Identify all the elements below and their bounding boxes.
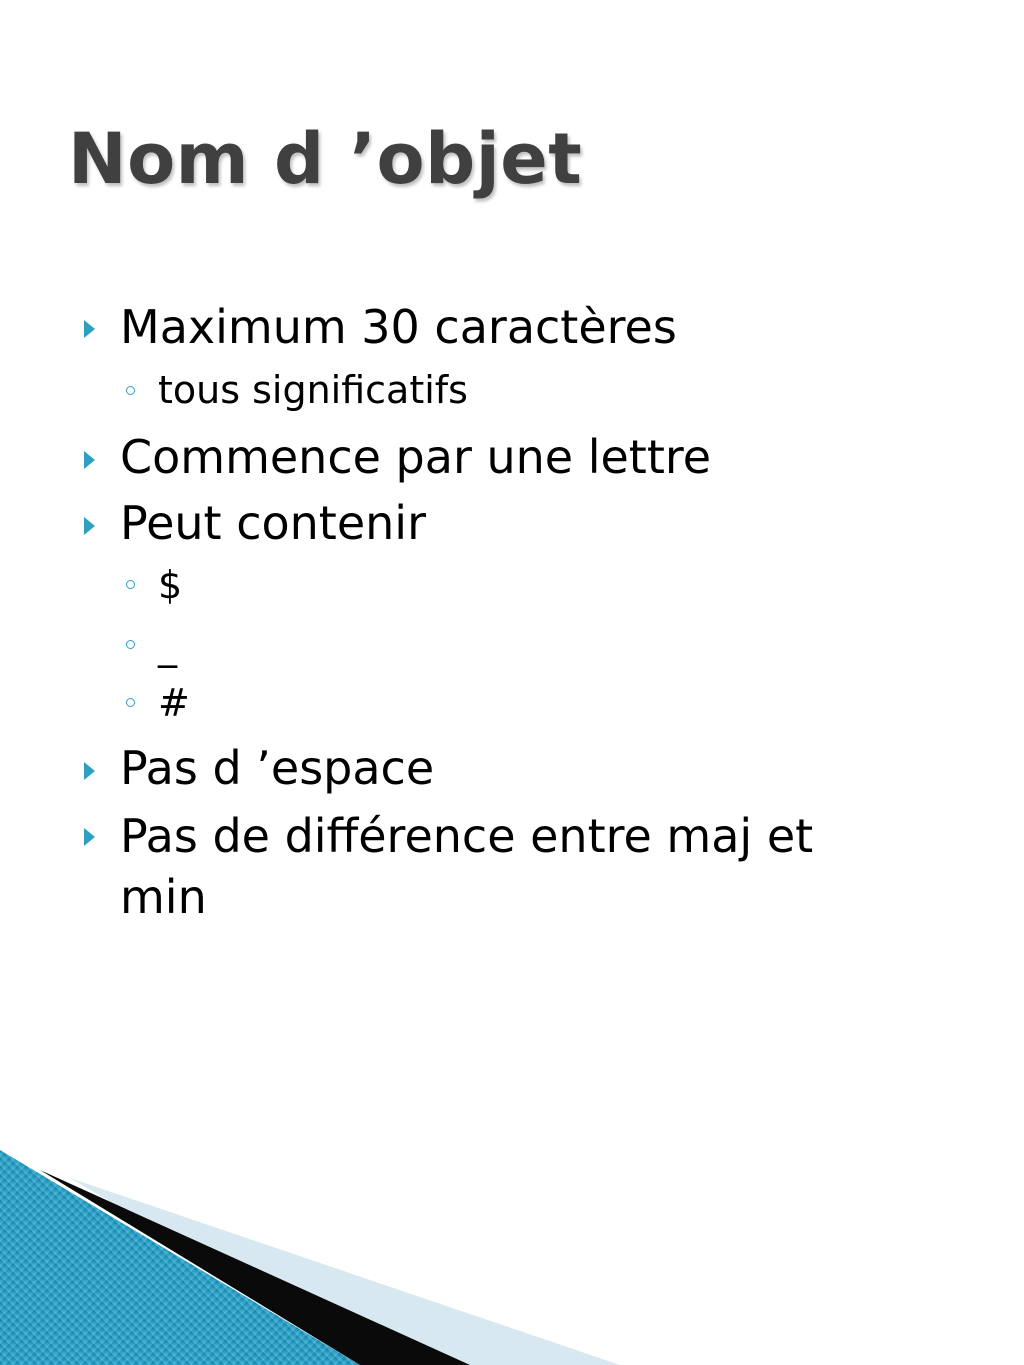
triangle-right-icon: [84, 762, 95, 780]
teal-band: [0, 1150, 360, 1365]
corner-decoration: [0, 1140, 620, 1365]
hollow-circle-icon: [126, 698, 135, 707]
bullet-item: Maximum 30 caractères: [120, 300, 677, 354]
slide-title: Nom d ’objet: [68, 118, 583, 200]
bullet-item: Pas d ’espace: [120, 741, 435, 795]
sub-bullet-item: #: [158, 681, 190, 725]
bullet-item: Commence par une lettre: [120, 430, 712, 484]
bullet-item: Pas de différence entre maj et: [120, 809, 814, 863]
hollow-circle-icon: [126, 640, 135, 649]
triangle-right-icon: [84, 517, 95, 535]
hollow-circle-icon: [126, 386, 135, 395]
bullet-item-continuation: min: [120, 870, 207, 924]
triangle-right-icon: [84, 320, 95, 338]
hollow-circle-icon: [126, 580, 135, 589]
sub-bullet-item: $: [158, 563, 183, 607]
sub-bullet-item: tous significatifs: [158, 368, 468, 412]
bullet-item: Peut contenir: [120, 496, 426, 550]
sub-bullet-item: _: [158, 624, 177, 668]
triangle-right-icon: [84, 828, 95, 846]
triangle-right-icon: [84, 451, 95, 469]
